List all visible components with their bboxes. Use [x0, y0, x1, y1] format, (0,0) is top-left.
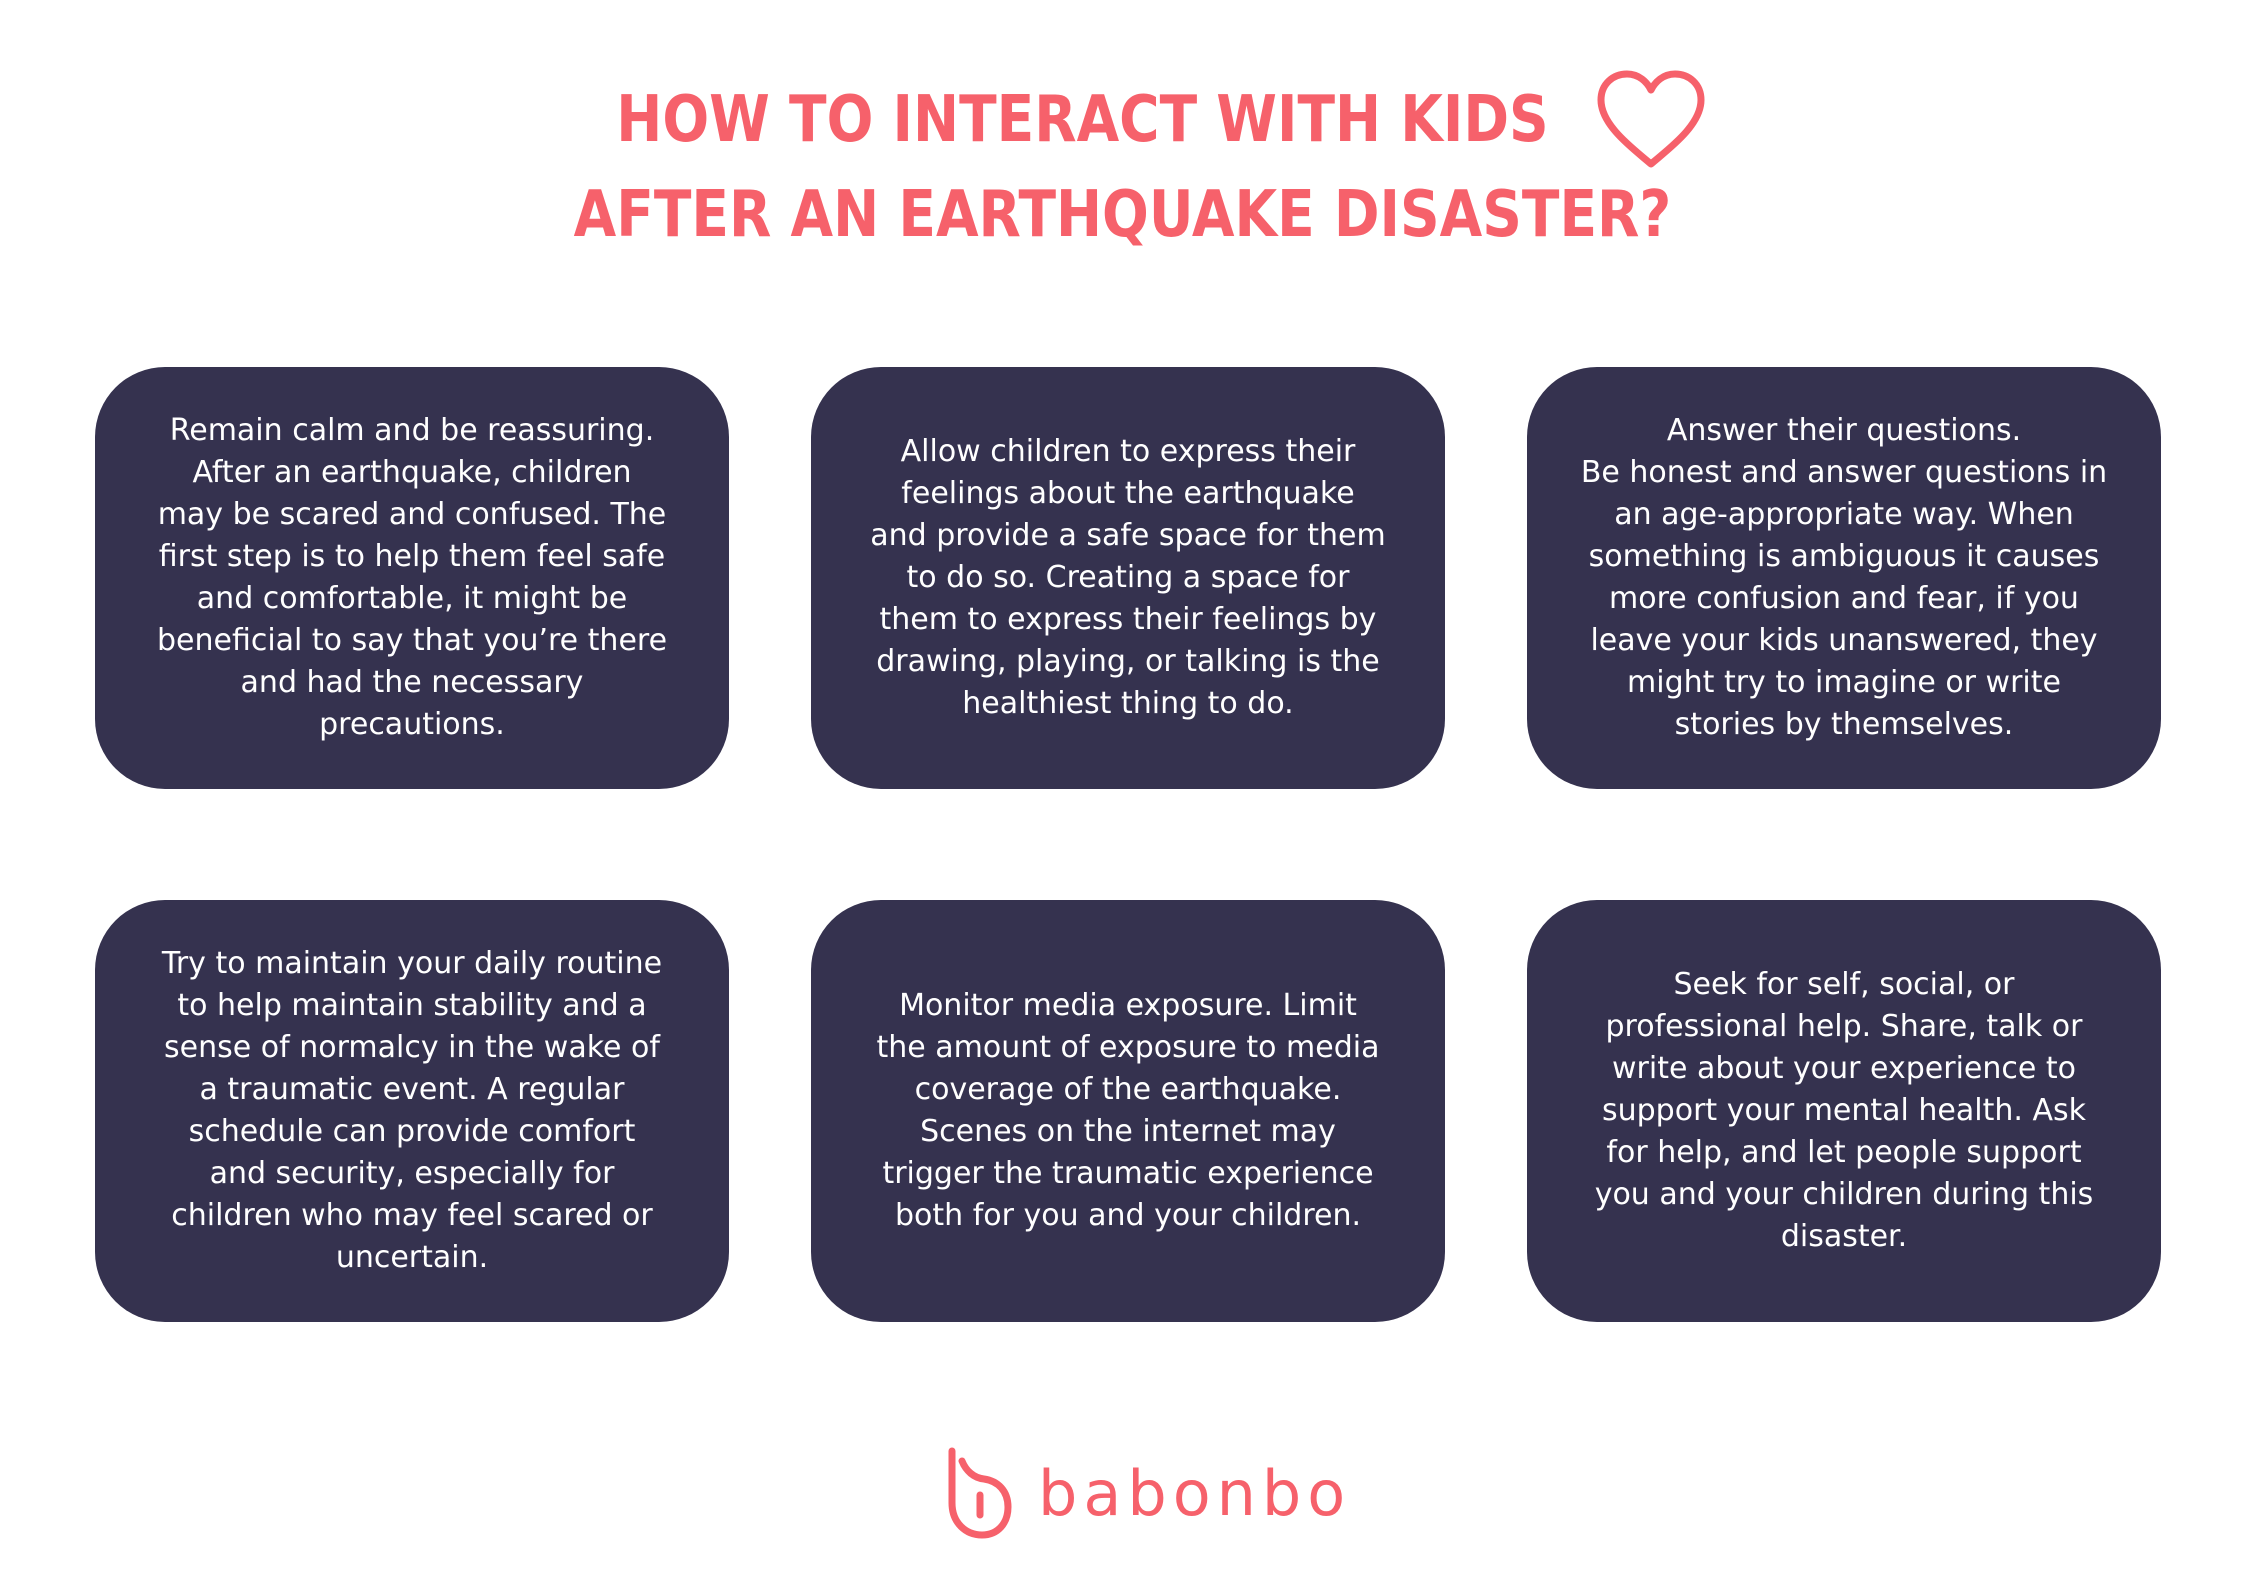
- tip-card-stay-calm: [95, 367, 729, 789]
- title-line-2: AFTER AN EARTHQUAKE DISASTER?: [573, 178, 1672, 252]
- brand-logo: [940, 1442, 1351, 1542]
- tip-card-text: Allow children to express their feelings about the earthquake and provide a safe space for them to do so. Creating a space for them to express their feelings by drawing, playing, or talking is the healthiest thing to do.: [870, 434, 1386, 721]
- tip-card-express-feelings: [811, 367, 1445, 789]
- tip-card-daily-routine: [95, 900, 729, 1322]
- babonbo-b-logo-icon: [940, 1443, 1014, 1541]
- tip-card-media-exposure: [811, 900, 1445, 1322]
- title-line-1: HOW TO INTERACT WITH KIDS: [616, 83, 1549, 157]
- tip-card-text: Try to maintain your daily routine to help maintain stability and a sense of normalcy in the wake of a traumatic event. A regular schedule can provide comfort and security, especially for children who may feel scared or uncertain.: [161, 946, 663, 1275]
- tip-card-text: Remain calm and be reassuring. After an earthquake, children may be scared and confused. The first step is to help them feel safe and comfortable, it might be beneficial to say that you’re there and had the necessary precautions.: [156, 413, 668, 742]
- tip-card-text: Monitor media exposure. Limit the amount of exposure to media coverage of the earthquake. Scenes on the internet may trigger the traumatic experience both for you and your children.: [876, 988, 1380, 1233]
- tip-card-seek-help: [1527, 900, 2161, 1322]
- brand-name: babonbo: [1038, 1457, 1352, 1530]
- tip-card-text: Seek for self, social, or professional help. Share, talk or write about your experience to support your mental health. Ask for help, and let people support you and your children during this disaster.: [1594, 967, 2094, 1254]
- heart-outline-icon: [1595, 68, 1707, 172]
- tip-card-text: Answer their questions. Be honest and answer questions in an age-appropriate way. When something is ambiguous it causes more confusion and fear, if you leave your kids unanswered, they might try to imagine or write stories by themselves.: [1580, 413, 2108, 742]
- tip-card-answer-questions: [1527, 367, 2161, 789]
